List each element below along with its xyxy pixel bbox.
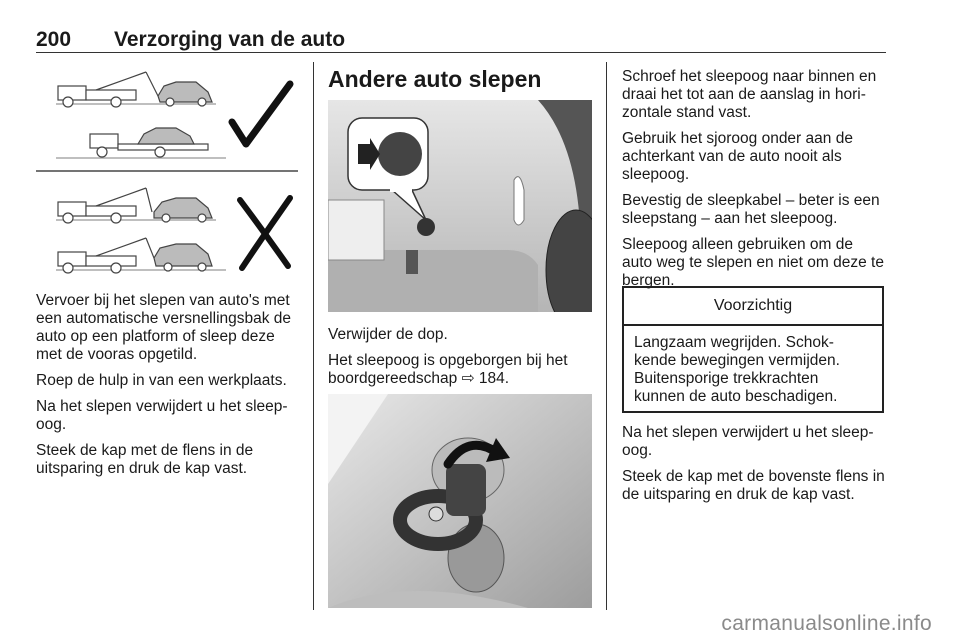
paragraph: Sleepoog alleen gebruiken om de auto weg te slepen en niet om deze te bergen.: [622, 236, 884, 289]
section-title: Andere auto slepen: [328, 66, 542, 92]
paragraph: Na het slepen verwijdert u het sleep-oog.: [36, 398, 288, 433]
rear-bumper-cap-illustration: [328, 100, 592, 312]
watermark: carmanualsonline.info: [721, 612, 932, 635]
caution-box: [622, 286, 884, 413]
column-divider-1: [313, 62, 314, 610]
tow-eye-installation-illustration: [328, 394, 592, 608]
paragraph: Verwijder de dop.: [328, 326, 448, 343]
caution-text: Langzaam wegrijden. Schok-kende bewegingen vermijden. Buitensporige trekkrachten kunnen de auto beschadigen.: [634, 334, 840, 405]
paragraph: Steek de kap met de flens in de uitsparing en druk de kap vast.: [36, 442, 254, 477]
paragraph: Het sleepoog is opgeborgen bij het boordgereedschap ⇨ 184.: [328, 352, 568, 387]
column-3-text-bottom: [622, 424, 886, 512]
caution-heading: Voorzichtig: [624, 288, 882, 326]
paragraph: Roep de hulp in van een werkplaats.: [36, 372, 287, 389]
checkmark-icon: [232, 84, 290, 144]
header-rule: [36, 52, 886, 53]
column-1-text: [36, 292, 300, 486]
paragraph: Vervoer bij het slepen van auto's met een automatische versnellingsbak de auto op een platform of sleep deze met de vooras opgetild.: [36, 292, 292, 363]
paragraph: Steek de kap met de bovenste flens in de uitsparing en druk de kap vast.: [622, 468, 885, 503]
column-divider-2: [606, 62, 607, 610]
page-number: 200: [36, 28, 72, 51]
paragraph: Na het slepen verwijdert u het sleep-oog.: [622, 424, 874, 459]
chapter-title: Verzorging van de auto: [114, 28, 346, 51]
towing-methods-illustration: [36, 62, 298, 280]
paragraph: Gebruik het sjoroog onder aan de achterkant van de auto nooit als sleepoog.: [622, 130, 853, 183]
paragraph: Schroef het sleepoog naar binnen en draai het tot aan de aanslag in hori-zontale stand vast.: [622, 68, 877, 121]
cross-icon: [240, 198, 290, 268]
paragraph: Bevestig de sleepkabel – beter is een sleepstang – aan het sleepoog.: [622, 192, 880, 227]
column-3-text-top: [622, 68, 886, 298]
column-2-text: [328, 326, 592, 396]
